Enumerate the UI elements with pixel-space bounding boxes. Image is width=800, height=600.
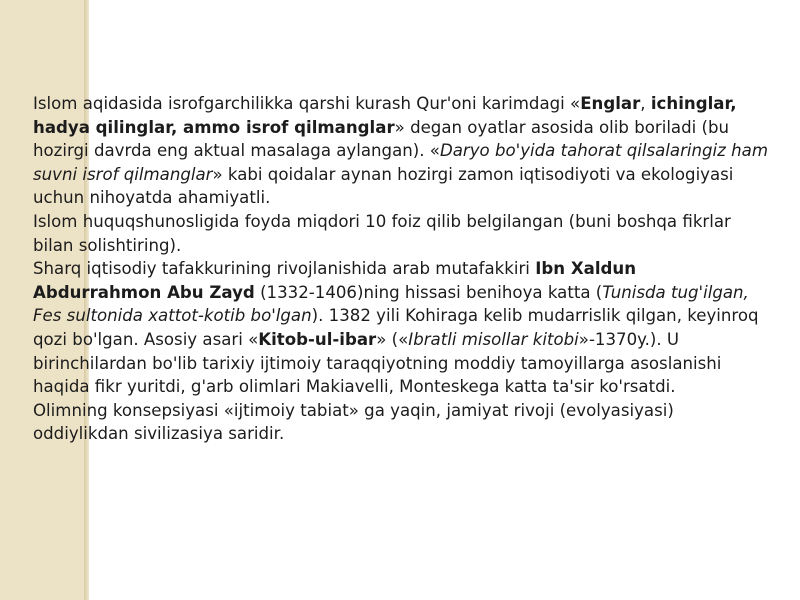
paragraph-text: , bbox=[640, 94, 651, 113]
paragraph-1 bbox=[33, 92, 768, 210]
bold-text: Ibn Xaldun Abdurrahmon Abu Zayd bbox=[33, 259, 637, 302]
italic-text: Daryo bo'yida tahorat qilsalaringiz ham suvni isrof qilmanglar bbox=[33, 141, 768, 184]
paragraph-3 bbox=[33, 257, 768, 399]
paragraph-text: »-1370y.). U birinchilardan bo'lib tarixiy ijtimoiy taraqqiyotning moddiy tamoyillarga asoslanishi haqida fikr yuritdi, g'arb olimlari Makiavelli, Monteskega katta ta'sir ko'rsatdi. bbox=[33, 329, 722, 397]
paragraph-text: Olimning konsepsiyasi «ijtimoiy tabiat» ga yaqin, jamiyat rivoji (evolyasiyasi) oddiylikdan sivilizasiya saridir. bbox=[33, 400, 674, 444]
paragraph-2 bbox=[33, 210, 768, 257]
bold-text: Englar bbox=[580, 94, 641, 113]
bold-text: ichinglar, hadya qilinglar, ammo isrof qilmanglar bbox=[33, 94, 737, 137]
slide-text-body bbox=[33, 92, 768, 446]
paragraph-text: » kabi qoidalar aynan hozirgi zamon iqtisodiyoti va ekologiyasi uchun nihoyatda ahamiyatli. bbox=[33, 164, 734, 208]
paragraph-text: Sharq iqtisodiy tafakkurining rivojlanishida arab mutafakkiri bbox=[33, 259, 536, 279]
paragraph-text: (1332-1406)ning hissasi benihoya katta ( bbox=[254, 282, 603, 302]
italic-text: Tunisda tug'ilgan, Fes sultonida xattot-kotib bo'lgan bbox=[33, 282, 749, 326]
italic-text: Ibratli misollar kitobi bbox=[408, 329, 579, 349]
paragraph-text: Islom aqidasida isrofgarchilikka qarshi kurash Qur'oni karimdagi « bbox=[33, 94, 581, 113]
paragraph-text: » (« bbox=[376, 329, 409, 349]
paragraph-text: » degan oyatlar asosida olib boriladi (bu hozirgi davrda eng aktual masalaga aylangan). « bbox=[33, 117, 730, 161]
paragraph-4 bbox=[33, 399, 768, 446]
paragraph-text: Islom huquqshunosligida foyda miqdori 10 foiz qilib belgilangan (buni boshqa fikrlar bilan solishtiring). bbox=[33, 211, 731, 255]
paragraph-text: ). 1382 yili Kohiraga kelib mudarrislik qilgan, keyinroq qozi bo'lgan. Asosiy asari « bbox=[33, 306, 759, 349]
bold-text: Kitob-ul-ibar bbox=[258, 329, 377, 349]
